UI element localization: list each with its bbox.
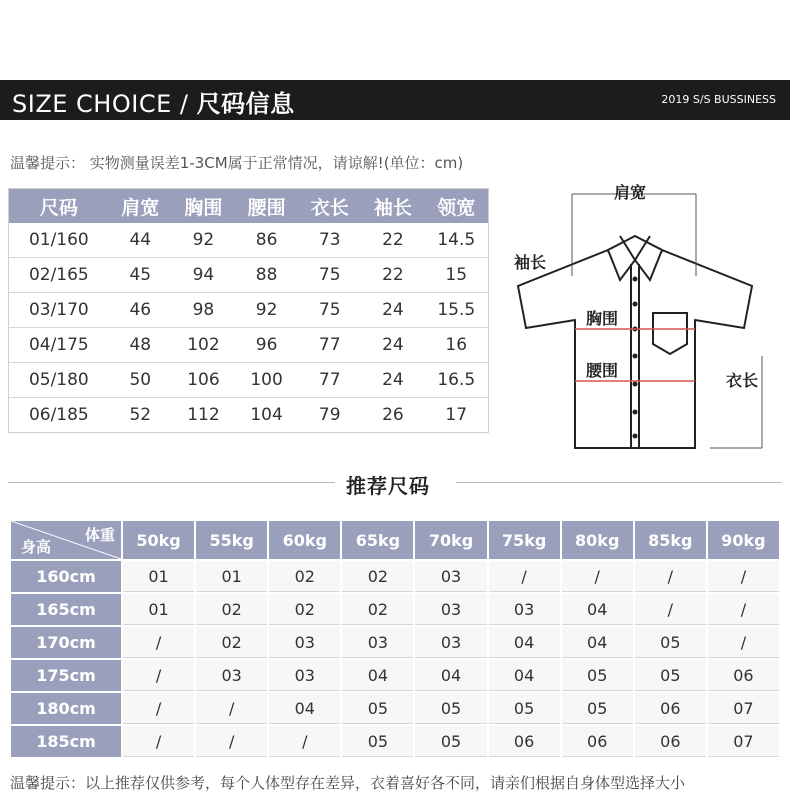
table-cell: 06/185	[9, 398, 109, 433]
height-row-header: 185cm	[11, 726, 121, 757]
table-cell: 05	[562, 693, 633, 724]
weight-col-header: 70kg	[415, 521, 486, 559]
shoulder-label: 肩宽	[614, 183, 647, 202]
table-row	[9, 398, 489, 433]
length-label: 衣长	[726, 371, 759, 390]
table-cell: /	[635, 561, 706, 592]
table-cell: 07	[708, 726, 779, 757]
table-cell: 03	[415, 627, 486, 658]
table-cell: /	[562, 561, 633, 592]
table-cell: 77	[298, 363, 361, 398]
table-cell: 05	[635, 660, 706, 691]
table-cell: 15	[424, 258, 488, 293]
table-cell: 48	[109, 328, 172, 363]
table-cell: 75	[298, 258, 361, 293]
table-row	[11, 693, 779, 724]
table-cell: 03	[415, 594, 486, 625]
table-cell: 14.5	[424, 223, 488, 258]
table-cell: 22	[361, 223, 424, 258]
table-cell: 04	[562, 627, 633, 658]
table-cell: 05/180	[9, 363, 109, 398]
section-divider-left	[8, 482, 335, 483]
table-cell: 104	[235, 398, 298, 433]
table-cell: 01	[123, 594, 194, 625]
size-col-header: 肩宽	[109, 189, 172, 224]
table-cell: 04	[342, 660, 413, 691]
table-cell: 03	[342, 627, 413, 658]
table-cell: 04	[489, 627, 560, 658]
height-row-header: 160cm	[11, 561, 121, 592]
table-row	[11, 660, 779, 691]
table-cell: 01	[123, 561, 194, 592]
table-cell: 05	[562, 660, 633, 691]
size-col-header: 胸围	[172, 189, 235, 224]
corner-weight-label: 体重	[84, 526, 115, 544]
table-cell: 77	[298, 328, 361, 363]
table-cell: 79	[298, 398, 361, 433]
table-cell: 44	[109, 223, 172, 258]
corner-height-label: 身高	[21, 538, 52, 556]
banner-title	[12, 84, 295, 119]
sleeve-label: 袖长	[514, 253, 547, 272]
table-cell: /	[123, 726, 194, 757]
title-banner	[0, 80, 790, 120]
height-row-header: 180cm	[11, 693, 121, 724]
table-cell: 03	[415, 561, 486, 592]
table-cell: 92	[235, 293, 298, 328]
table-cell: 05	[489, 693, 560, 724]
table-cell: 06	[635, 693, 706, 724]
recommend-note: 温馨提示：以上推荐仅供参考，每个人体型存在差异，衣着喜好各不同，请亲们根据自身体型选择大小	[10, 774, 686, 792]
recommend-table	[9, 519, 781, 759]
table-cell: 03	[196, 660, 267, 691]
size-col-header: 领宽	[424, 189, 488, 224]
waist-label: 腰围	[586, 361, 619, 380]
table-cell: 106	[172, 363, 235, 398]
weight-col-header: 85kg	[635, 521, 706, 559]
measurement-note: 温馨提示： 实物测量误差1-3CM属于正常情况，请谅解!(单位：cm)	[10, 154, 464, 172]
table-cell: /	[269, 726, 340, 757]
table-cell: /	[708, 594, 779, 625]
table-cell: 04	[415, 660, 486, 691]
table-cell: 05	[635, 627, 706, 658]
table-cell: 05	[342, 726, 413, 757]
table-cell: 04	[269, 693, 340, 724]
size-col-header: 尺码	[9, 189, 109, 224]
table-cell: /	[196, 726, 267, 757]
recommend-table-header	[11, 521, 779, 559]
table-cell: 01	[196, 561, 267, 592]
table-cell: 04	[489, 660, 560, 691]
table-cell: 50	[109, 363, 172, 398]
table-cell: /	[123, 627, 194, 658]
table-cell: 52	[109, 398, 172, 433]
table-cell: 06	[635, 726, 706, 757]
table-cell: 03	[269, 660, 340, 691]
table-cell: 02	[269, 561, 340, 592]
table-cell: 16	[424, 328, 488, 363]
table-cell: 05	[415, 693, 486, 724]
table-cell: 07	[708, 693, 779, 724]
weight-col-header: 75kg	[489, 521, 560, 559]
banner-title-cn: 尺码信息	[196, 90, 295, 118]
table-cell: 02	[269, 594, 340, 625]
recommend-table-body	[11, 561, 779, 757]
size-table-body	[9, 223, 489, 433]
table-row	[9, 223, 489, 258]
table-cell: 24	[361, 293, 424, 328]
height-row-header: 170cm	[11, 627, 121, 658]
table-row	[9, 258, 489, 293]
table-cell: 96	[235, 328, 298, 363]
table-cell: 16.5	[424, 363, 488, 398]
weight-col-header: 50kg	[123, 521, 194, 559]
table-cell: 06	[489, 726, 560, 757]
weight-col-header: 65kg	[342, 521, 413, 559]
shirt-diagram	[500, 176, 785, 456]
height-row-header: 165cm	[11, 594, 121, 625]
table-cell: 73	[298, 223, 361, 258]
table-cell: 92	[172, 223, 235, 258]
table-cell: 45	[109, 258, 172, 293]
table-cell: 03/170	[9, 293, 109, 328]
size-table-header	[9, 189, 489, 224]
chest-label: 胸围	[586, 309, 619, 328]
weight-col-header: 90kg	[708, 521, 779, 559]
table-row	[9, 363, 489, 398]
table-cell: 04	[562, 594, 633, 625]
size-col-header: 袖长	[361, 189, 424, 224]
table-row	[11, 627, 779, 658]
table-cell: 17	[424, 398, 488, 433]
table-cell: 24	[361, 328, 424, 363]
table-cell: 102	[172, 328, 235, 363]
table-cell: 05	[415, 726, 486, 757]
table-row	[11, 594, 779, 625]
table-cell: /	[489, 561, 560, 592]
banner-subtitle: 2019 S/S BUSSINESS	[661, 93, 776, 106]
table-cell: 02	[196, 627, 267, 658]
table-cell: 86	[235, 223, 298, 258]
size-col-header: 腰围	[235, 189, 298, 224]
table-cell: 26	[361, 398, 424, 433]
table-cell: 03	[489, 594, 560, 625]
size-table	[8, 188, 489, 433]
table-cell: 05	[342, 693, 413, 724]
table-cell: 94	[172, 258, 235, 293]
weight-col-header: 55kg	[196, 521, 267, 559]
table-cell: 88	[235, 258, 298, 293]
table-cell: 02	[196, 594, 267, 625]
table-cell: 06	[562, 726, 633, 757]
height-row-header: 175cm	[11, 660, 121, 691]
table-row	[9, 293, 489, 328]
table-row	[9, 328, 489, 363]
recommend-title: 推荐尺码	[346, 474, 430, 498]
table-cell: 02/165	[9, 258, 109, 293]
table-cell: /	[123, 693, 194, 724]
section-divider-right	[456, 482, 782, 483]
table-cell: 100	[235, 363, 298, 398]
table-cell: 75	[298, 293, 361, 328]
table-cell: 06	[708, 660, 779, 691]
shirt-illustration	[500, 176, 785, 456]
weight-col-header: 80kg	[562, 521, 633, 559]
corner-cell	[11, 521, 121, 559]
table-cell: /	[196, 693, 267, 724]
table-cell: /	[708, 561, 779, 592]
table-row	[11, 726, 779, 757]
table-cell: 02	[342, 594, 413, 625]
table-cell: 15.5	[424, 293, 488, 328]
table-cell: 112	[172, 398, 235, 433]
banner-title-en: SIZE CHOICE /	[12, 90, 189, 118]
table-cell: 22	[361, 258, 424, 293]
table-cell: 24	[361, 363, 424, 398]
table-cell: 02	[342, 561, 413, 592]
table-cell: /	[708, 627, 779, 658]
table-cell: 98	[172, 293, 235, 328]
weight-col-header: 60kg	[269, 521, 340, 559]
table-cell: 04/175	[9, 328, 109, 363]
size-col-header: 衣长	[298, 189, 361, 224]
table-cell: /	[123, 660, 194, 691]
table-cell: /	[635, 594, 706, 625]
table-cell: 01/160	[9, 223, 109, 258]
table-cell: 46	[109, 293, 172, 328]
table-cell: 03	[269, 627, 340, 658]
table-row	[11, 561, 779, 592]
